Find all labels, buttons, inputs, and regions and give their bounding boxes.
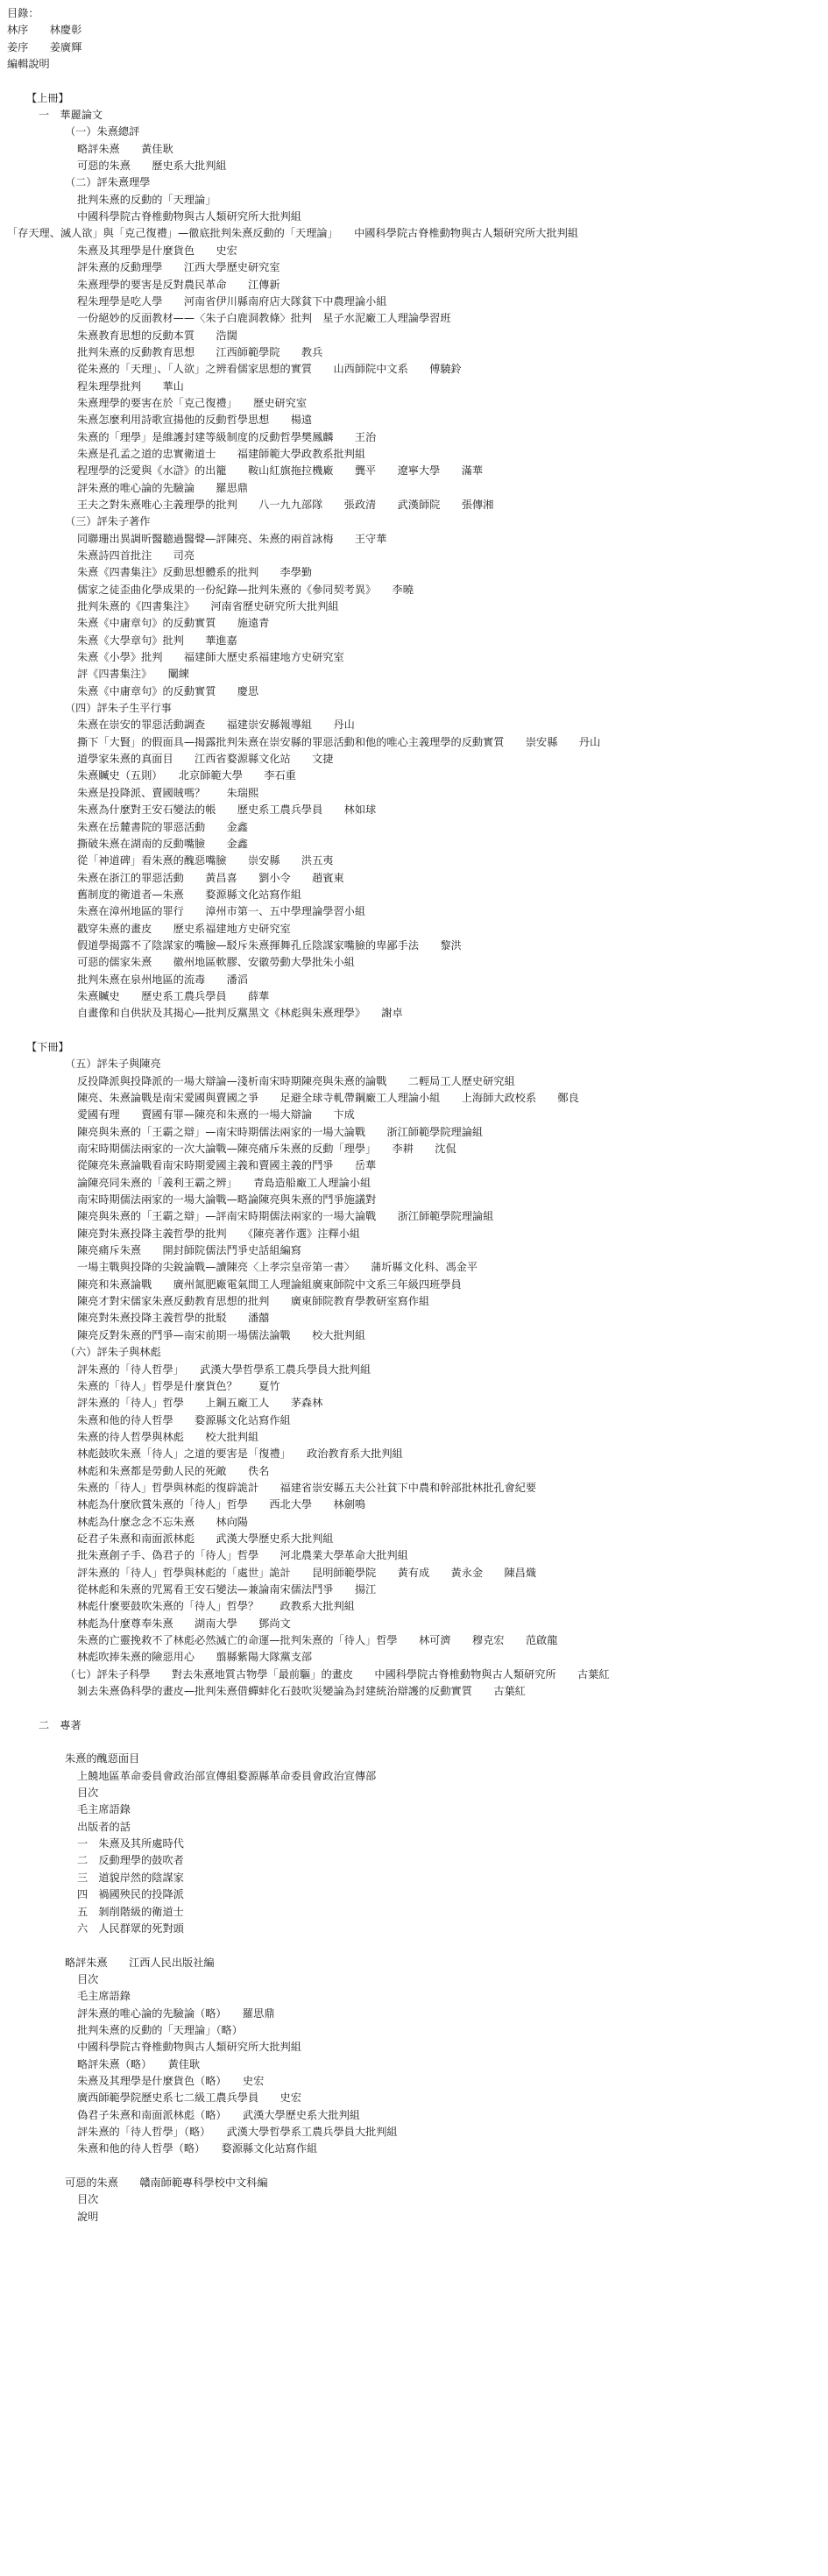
toc-entry: 陳亮與朱熹的「王霸之辯」—南宋時期儒法兩家的一場大論戰 浙江師範學院理論組 (77, 1125, 484, 1138)
toc-entry: 朱熹為什麼對王安石變法的帳 歷史系工農兵學員 林如球 (77, 803, 377, 817)
book-title: 略評朱熹 江西人民出版社編 (65, 1956, 215, 1969)
toc-entry: 陳亮與朱熹的「王霸之辯」—評南宋時期儒法兩家的一場大論戰 浙江師範學院理論組 (77, 1210, 494, 1223)
toc-entry: 朱熹理學的要害是反對農民革命 江傳新 (77, 278, 280, 291)
toc-entry: 朱熹在浙江的罪惡活動 黃昌喜 劉小令 趙賓東 (77, 871, 344, 884)
toc-entry: 朱熹的「待人」哲學與林彪的復辟詭計 福建省崇安縣五夫公社貧下中農和幹部批林批孔會紀要 (77, 1481, 537, 1494)
toc-entry: 一 朱熹及其所處時代 (77, 1837, 184, 1851)
toc-entry: 自畫像和自供狀及其揭心—批判反黨黑文《林彪與朱熹理學》 謝卓 (77, 1007, 403, 1020)
toc-entry: 朱熹《大學章句》批判 華進嘉 (77, 633, 237, 647)
volume-2-title: 【下冊】 (26, 1040, 69, 1053)
toc-entry: 南宋時期儒法兩家的一場大論戰—略論陳亮與朱熹的鬥爭施議對 (77, 1193, 377, 1207)
toc-entry: 批判朱熹在泉州地區的流毒 潘滔 (77, 973, 248, 986)
toc-entry: 朱熹《中庸章句》的反動實質 慶思 (77, 684, 259, 697)
toc-entry: 一份絕妙的反面教材——〈朱子白鹿洞教條〉批判 星子水泥廠工人理論學習班 (77, 312, 451, 325)
toc-entry: 六 人民群眾的死對頭 (77, 1921, 184, 1935)
toc-entry: 朱熹是投降派、賣國賊嗎？ 朱瑞熙 (77, 786, 259, 799)
toc-entry: 朱熹和他的待人哲學 婺源縣文化站寫作組 (77, 1413, 291, 1426)
section-title: （七）評朱子科學 對去朱熹地質古物學「最前驅」的畫皮 中國科學院古脊椎動物與古人類研究所 古葉紅 (65, 1667, 610, 1681)
toc-entry: 論陳亮同朱熹的「義利王霸之辨」 青島造船廠工人理論小組 (77, 1176, 372, 1189)
toc-entry: 程理學的泛愛與《水滸》的出籠 鞍山紅旗拖拉機廠 龔平 遼寧大學 滿華 (77, 464, 484, 478)
toc-entry: 從林彪和朱熹的咒罵看王安石變法—兼論南宋儒法鬥爭 揚江 (77, 1582, 377, 1596)
section-title: （六）評朱子與林彪 (65, 1346, 161, 1359)
toc-entry: 朱熹是孔孟之道的忠實衛道士 福建師範大學政教系批判組 (77, 447, 366, 460)
toc-entry: 砭君子朱熹和南面派林彪 武漢大學歷史系大批判組 (77, 1532, 334, 1545)
toc-entry: 批判朱熹的反動的「天理論」 (77, 193, 216, 206)
document-body (7, 5, 822, 2226)
toc-entry: 批判朱熹的反動的「天理論」（略） (77, 2023, 243, 2036)
toc-entry: 廣西師範學院歷史系七二級工農兵學員 史宏 (77, 2091, 301, 2105)
toc-entry: 略評朱熹（略） 黃佳耿 (77, 2057, 201, 2070)
toc-entry: 朱熹在漳州地區的罪行 漳州市第一、五中學理論學習小組 (77, 905, 366, 918)
toc-entry: 一場主戰與投降的尖銳論戰—讀陳亮〈上孝宗皇帝第一書〉 蒲圻縣文化科、馮金平 (77, 1261, 478, 1274)
toc-entry: 朱熹在岳麓書院的罪惡活動 金鑫 (77, 820, 248, 833)
section-title: （四）評朱子生平行事 (65, 702, 172, 715)
toc-entry: 朱熹和他的待人哲學（略） 婺源縣文化站寫作組 (77, 2142, 318, 2155)
toc-entry: 中國科學院古脊椎動物與古人類研究所大批判組 (77, 210, 301, 223)
toc-entry: 朱熹《小學》批判 福建師大歷史系福建地方史研究室 (77, 651, 344, 664)
toc-entry: 陳亮和朱熹論戰 廣州氮肥廠電氣間工人理論組廣東師院中文系三年級四班學員 (77, 1277, 462, 1291)
toc-entry: 撕下「大賢」的假面具—揭露批判朱熹在崇安縣的罪惡活動和他的唯心主義理學的反動實質 崇安縣 丹山 (77, 735, 601, 748)
toc-entry: 南宋時期儒法兩家的一次大論戰—陳亮痛斥朱熹的反動「理學」 李耕 沈侃 (77, 1143, 456, 1156)
author-line: 姜序 姜廣輝 (7, 40, 82, 53)
toc-entry: 剝去朱熹偽科學的畫皮—批判朱熹借蟬蚌化石鼓吹災變論為封建統治辯護的反動實質 古葉紅 (77, 1685, 526, 1698)
author-line: 林序 林慶彰 (7, 24, 82, 37)
toc-entry: 朱熹及其理學是什麼貨色（略） 史宏 (77, 2074, 265, 2087)
toc-entry: 愛國有理 賣國有罪—陳亮和朱熹的一場大辯論 卞成 (77, 1108, 355, 1122)
toc-entry: 目次 (77, 1972, 99, 1985)
toc-entry: 四 禍國殃民的投降派 (77, 1888, 184, 1901)
toc-label: 目錄： (7, 7, 39, 19)
toc-entry: 出版者的話 (77, 1820, 131, 1833)
toc-entry: 評《四書集注》 闡練 (77, 668, 189, 681)
toc-entry: 評朱熹的唯心論的先驗論 羅思鼎 (77, 481, 248, 494)
section-title: （二）評朱熹理學 (65, 176, 151, 189)
book-title: 可惡的朱熹 贛南師範專科學校中文科編 (65, 2176, 268, 2189)
section-title: （三）評朱子著作 (65, 515, 151, 528)
toc-entry: 道學家朱熹的真面目 江西省婺源縣文化站 文捷 (77, 753, 334, 766)
toc-entry: 王夫之對朱熹唯心主義理學的批判 八一九九部隊 張政清 武漢師院 張傳湘 (77, 498, 494, 511)
toc-entry: 朱熹理學的要害在於「克己復禮」 歷史研究室 (77, 396, 308, 409)
toc-entry: 陳亮對朱熹投降主義哲學的批判 《陳亮著作選》注釋小組 (77, 1227, 360, 1240)
section-title: （五）評朱子與陳亮 (65, 1058, 161, 1071)
toc-entry: 評朱熹的反動理學 江西大學歷史研究室 (77, 261, 280, 274)
toc-entry: 程朱理學是吃人學 河南省伊川縣南府店大隊貧下中農理論小組 (77, 294, 387, 308)
toc-entry: 朱熹教育思想的反動本質 浩闊 (77, 329, 237, 342)
toc-entry: 林彪吹捧朱熹的險惡用心 翦縣紫陽大隊黨支部 (77, 1651, 313, 1664)
toc-entry: 目次 (77, 2193, 99, 2206)
toc-entry: 目次 (77, 1787, 99, 1800)
toc-entry: 朱熹在崇安的罪惡活動調查 福建崇安縣報導組 丹山 (77, 718, 355, 732)
toc-entry: 程朱理學批判 華山 (77, 379, 184, 393)
toc-entry: 陳亮才對宋儒家朱熹反動教育思想的批判 廣東師院教育學教研室寫作組 (77, 1295, 430, 1308)
toc-entry: 三 道貌岸然的陰謀家 (77, 1871, 184, 1884)
toc-entry-wrapped: 「存天理、滅人欲」與「克己復禮」—徹底批判朱熹反動的「天理論」 中國科學院古脊椎動物與古人類研究所大批判組 (7, 227, 579, 240)
toc-entry: 批朱熹創子手、偽君子的「待人」哲學 河北農業大學革命大批判組 (77, 1549, 408, 1562)
toc-entry: 朱熹怎麼利用詩歌宣揚他的反動哲學思想 楊遠 (77, 414, 313, 427)
toc-entry-text: 「存天理、滅人欲」與「克己復禮」—徹底批判朱熹反動的「天理論」 中國科學院古脊椎動物與古人類研究所大批判 (7, 227, 568, 240)
toc-entry: 假道學揭露不了陰謀家的嘴臉—駁斥朱熹揮舞孔丘陰謀家嘴臉的卑鄙手法 黎洪 (77, 938, 462, 952)
toc-entry: 陳亮反對朱熹的鬥爭—南宋前期一場儒法論戰 校大批判組 (77, 1328, 366, 1341)
part-1-title: 一 華麗論文 (39, 109, 103, 122)
toc-entry: 偽君子朱熹和南面派林彪（略） 武漢大學歷史系大批判組 (77, 2108, 360, 2121)
toc-entry: 朱熹的待人哲學與林彪 校大批判組 (77, 1430, 259, 1443)
spacer (7, 2158, 822, 2175)
toc-entry: 林彪什麼要鼓吹朱熹的「待人」哲學？ 政教系大批判組 (77, 1600, 355, 1613)
toc-entry: 儒家之徒歪曲化學成果的一份紀錄—批判朱熹的《參同契考異》 李曉 (77, 583, 414, 596)
toc-entry: 可惡的朱熹 歷史系大批判組 (77, 159, 227, 173)
toc-entry: 林彪為什麼尊奉朱熹 湖南大學 鄧尚文 (77, 1617, 291, 1630)
spacer (7, 1734, 822, 1751)
toc-entry: 朱熹《四書集注》反動思想體系的批判 李學勤 (77, 566, 313, 579)
part-2-title: 二 專著 (39, 1718, 81, 1731)
toc-entry: 批判朱熹的《四書集注》 河南省歷史研究所大批判組 (77, 600, 339, 613)
spacer (7, 1023, 822, 1039)
toc-entry: 批判朱熹的反動教育思想 江西師範學院 教兵 (77, 345, 323, 358)
toc-entry: 評朱熹的「待人哲學」 武漢大學哲學系工農兵學員大批判組 (77, 1362, 372, 1376)
spacer (7, 1937, 822, 1954)
toc-entry: 林彪為什麼欣賞朱熹的「待人」哲學 西北大學 林劍鳴 (77, 1498, 366, 1511)
book-title: 朱熹的醜惡面目 (65, 1752, 140, 1766)
toc-entry: 五 剝削階級的衛道士 (77, 1905, 184, 1918)
toc-entry: 毛主席語錄 (77, 1803, 131, 1816)
toc-entry: 可惡的儒家朱熹 徽州地區軟膠、安徽勞動大學批朱小組 (77, 956, 355, 969)
toc-entry: 撕破朱熹在湖南的反動嘴臉 金鑫 (77, 837, 248, 850)
toc-entry: 評朱熹的唯心論的先驗論（略） 羅思鼎 (77, 2006, 275, 2020)
toc-entry: 略評朱熹 黃佳耿 (77, 142, 173, 155)
toc-entry: 評朱熹的「待人」哲學 上鋼五廠工人 茅森林 (77, 1397, 323, 1410)
toc-entry: 評朱熹的「待人哲學」（略） 武漢大學哲學系工農兵學員大批判組 (77, 2125, 398, 2138)
toc-entry: 林彪為什麼念念不忘朱熹 林向陽 (77, 1515, 248, 1528)
toc-entry: 舊制度的衛道者—朱熹 婺源縣文化站寫作組 (77, 888, 301, 901)
volume-1-title: 【上冊】 (26, 91, 69, 104)
toc-entry: 林彪鼓吹朱熹「待人」之道的要害是「復禮」 政治教育系大批判組 (77, 1447, 403, 1461)
spacer (7, 73, 822, 89)
toc-entry: 朱熹贓史（五則） 北京師範大學 李石重 (77, 769, 296, 782)
toc-entry: 二 反動理學的鼓吹者 (77, 1854, 184, 1867)
toc-entry: 朱熹《中庸章句》的反動實質 施遠青 (77, 617, 270, 630)
toc-entry: 陳亮、朱熹論戰是南宋愛國與賣國之爭 足避全球寺軋帶鋼廠工人理論小組 上海師大政校系 鄭良 (77, 1092, 579, 1104)
toc-entry: 反投降派與投降派的一場大辯論—淺析南宋時期陳亮與朱熹的論戰 二輕局工人歷史研究組 (77, 1074, 515, 1087)
toc-entry: 中國科學院古脊椎動物與古人類研究所大批判組 (77, 2041, 301, 2054)
toc-entry: 陳亮痛斥朱熹 開封師院儒法鬥爭史話組編寫 (77, 1244, 301, 1257)
toc-entry: 從陳亮朱熹論戰看南宋時期愛國主義和賣國主義的鬥爭 岳華 (77, 1159, 377, 1172)
toc-entry: 朱熹贓史 歷史系工農兵學員 薛華 (77, 989, 270, 1002)
section-title: （一）朱熹總評 (65, 125, 140, 138)
toc-entry: 上饒地區革命委員會政治部宣傳組婺源縣革命委員會政治宣傳部 (77, 1769, 377, 1782)
toc-entry: 朱熹及其理學是什麼貨色 史宏 (77, 244, 237, 257)
toc-entry: 同聯珊出異調昕醫聽過醫聲—評陳亮、朱熹的兩首詠梅 王守華 (77, 532, 387, 545)
toc-entry: 評朱熹的「待人」哲學與林彪的「處世」詭計 昆明師範學院 黃有成 黃永金 陳昌熾 (77, 1566, 537, 1579)
toc-entry: 從朱熹的「天理」、「人欲」之辨看儒家思想的實質 山西師院中文系 傅驍鈴 (77, 363, 462, 376)
toc-entry: 朱熹的「待人」哲學是什麼貨色？ 夏竹 (77, 1379, 280, 1392)
toc-entry: 陳亮對朱熹投降主義哲學的批駁 潘囍 (77, 1312, 270, 1325)
toc-entry: 說明 (77, 2210, 99, 2223)
toc-entry: 戳穿朱熹的畫皮 歷史系福建地方史研究室 (77, 922, 291, 935)
toc-entry: 朱熹詩四首批注 司亮 (77, 549, 195, 562)
toc-entry: 從「神道碑」看朱熹的醜惡嘴臉 崇安縣 洪五夷 (77, 854, 334, 867)
toc-entry: 林彪和朱熹都是勞動人民的死敵 佚名 (77, 1464, 270, 1477)
toc-entry: 朱熹的「理學」是維護封建等級制度的反動哲學樊鳳麟 王治 (77, 430, 377, 443)
spacer (7, 1700, 822, 1716)
toc-entry: 毛主席語錄 (77, 1990, 131, 2003)
toc-entry: 朱熹的亡靈挽救不了林彪必然滅亡的命運—批判朱熹的「待人」哲學 林可濟 穆克宏 范啟龍 (77, 1634, 558, 1646)
editor-note: 編輯說明 (7, 58, 50, 71)
